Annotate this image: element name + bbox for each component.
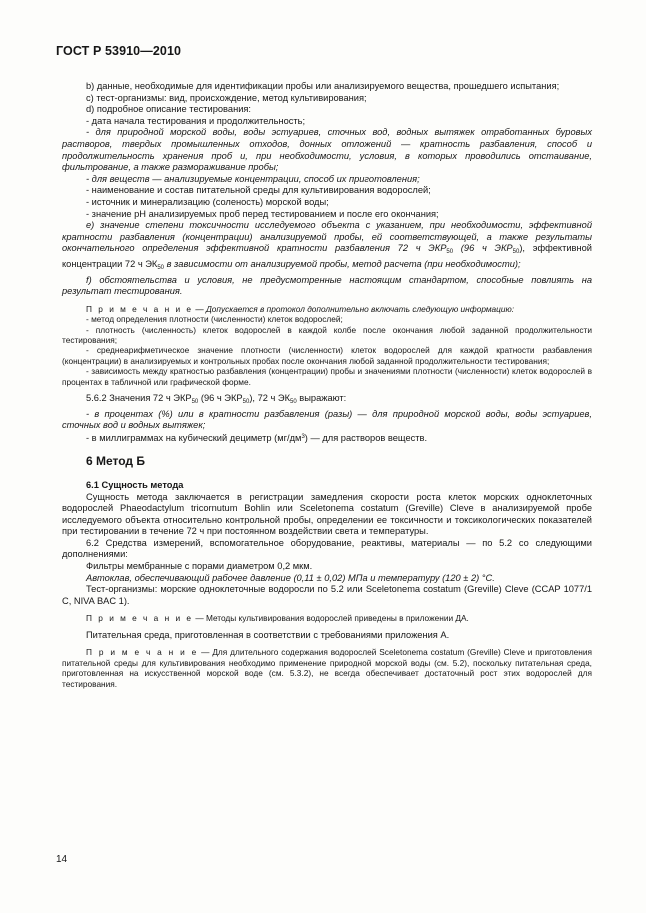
medium-line: Питательная среда, приготовленная в соответствии с требованиями приложения А. [86, 629, 450, 640]
item-d1: - дата начала тестирования и продолжительность; [86, 115, 306, 126]
item-e: e) значение степени токсичности исследуемого объекта с указанием, при необходимости, эффективной кратности разбавления (концентрации) анализируемой пробы, ей соответствующей, а также результаты окончательного определения эффективной кратности разбавления 72 ч $ЭКР_{50}$ (96 ч $ЭКР_{50}$), эффективной концентрации 72 ч $ЭК_{50}$ в зависимости от анализируемой пробы, метод расчета (при необходимости); [62, 220, 592, 271]
clause-5-6-2-item: - в процентах (%) или в кратности разбавления (разы) — для природной морской воды, воды эстуариев, сточных вод и водных вытяжек; [62, 408, 592, 431]
autoclave-line: Автоклав, обеспечивающий рабочее давление (0,11 ± 0,02) МПа и температуру (120 ± 2) °С. [86, 572, 495, 583]
note-1-item: - среднеарифметическое значение плотности (численности) клеток водорослей для каждой кратности разбавления (концентрации) в анализируемых и контрольных пробах после окончания любой заданной продолжительности тестирования; [62, 345, 592, 366]
note-1-item: - метод определения плотности (численности) клеток водорослей; [86, 314, 343, 325]
clause-5-6-2: 5.6.2 Значения 72 ч $ЭКР_{50}$ (96 ч $ЭКР_{50}$), 72 ч $ЭК_{50}$ выражают: [86, 392, 347, 405]
clause-5-6-2-item: - в миллиграммах на кубический дециметр $(мг/дм^3)$ — для растворов веществ. [86, 432, 428, 443]
note-1-item: - плотность (численность) клеток водорослей в каждой колбе после окончания любой заданной продолжительности тестирования; [62, 324, 592, 345]
filters-line: Фильтры мембранные с порами диаметром 0,2 мкм. [86, 561, 313, 572]
clause-6-2-text: 6.2 Средства измерений, вспомогательное оборудование, реактивы, материалы — по 5.2 со следующими дополнениями: [62, 537, 592, 560]
clause-6-1-text: Сущность метода заключается в регистрации замедления скорости роста клеток морских одноклеточных водорослей Phaeodactylum tricornutum Bohlin или Sceletonema costatum (Greville) Cleve в анализируемой пробе исследуемого объекта относительно контрольной пробы, определении ее токсичности и токсикологических показателей при тестировании в течение 72 ч при постоянном воздействии света и температуры. [62, 491, 592, 537]
item-f: f) обстоятельства и условия, не предусмотренные настоящим стандартом, способные повлиять на результат тестирования. [62, 274, 592, 297]
test-organisms-line: Тест-организмы: морские одноклеточные водоросли по 5.2 или Sceletonema costatum (Greville) Cleve (CCAP 1077/1 C, NIVA BAC 1). [62, 584, 592, 606]
item-d5: - источник и минерализацию (соленость) морской воды; [86, 196, 329, 207]
note-3: П р и м е ч а н и е — Для длительного содержания водорослей Sceletonema costatum (Greville) Cleve и приготовления питательной среды для культивирования необходимо применение природной морской воды (см. 5.2), поскольку питательная среда, приготовленная на искусственной морской воде (см. 5.3.2), не всегда обеспечивает достаточный рост этих водорослей для тестирования. [62, 647, 592, 689]
item-d3: - для веществ — анализируемые концентрации, способ их приготовления; [86, 173, 420, 184]
note-1-item: - зависимость между кратностью разбавления (концентрации) пробы и значениями плотности (численности) клеток водорослей в процентах в табличной или графической форме. [62, 366, 592, 387]
section-6-title: 6 Метод Б [86, 454, 145, 469]
item-d2: - для природной морской воды, воды эстуариев, сточных вод, водных вытяжек отработанных буровых растворов, твердых промышленных отходов, донных отложений — кратность разбавления, способ и продолжительность хранения проб и, при необходимости, условия, в которых проводились отстаивание, фильтрование, а также размораживание пробы; [62, 127, 592, 173]
note-1 [62, 304, 592, 387]
item-d6: - значение pH анализируемых проб перед тестированием и после его окончания; [86, 208, 439, 219]
item-b: b) данные, необходимые для идентификации пробы или анализируемого вещества, прошедшего испытания; [86, 81, 560, 91]
document-body [62, 81, 592, 689]
page-number: 14 [56, 854, 68, 865]
item-d4: - наименование и состав питательной среды для культивирования водорослей; [86, 185, 431, 196]
note-1-intro: П р и м е ч а н и е — Допускается в протокол дополнительно включать следующую информацию: [86, 303, 515, 314]
note-2: П р и м е ч а н и е — Методы культивирования водорослей приведены в приложении ДА. [86, 613, 469, 624]
clause-6-1-title: 6.1 Сущность метода [86, 479, 184, 490]
standard-header: ГОСТ Р 53910—2010 [56, 44, 182, 58]
item-c: c) тест-организмы: вид, происхождение, метод культивирования; [86, 92, 367, 103]
item-d: d) подробное описание тестирования: [86, 104, 252, 115]
